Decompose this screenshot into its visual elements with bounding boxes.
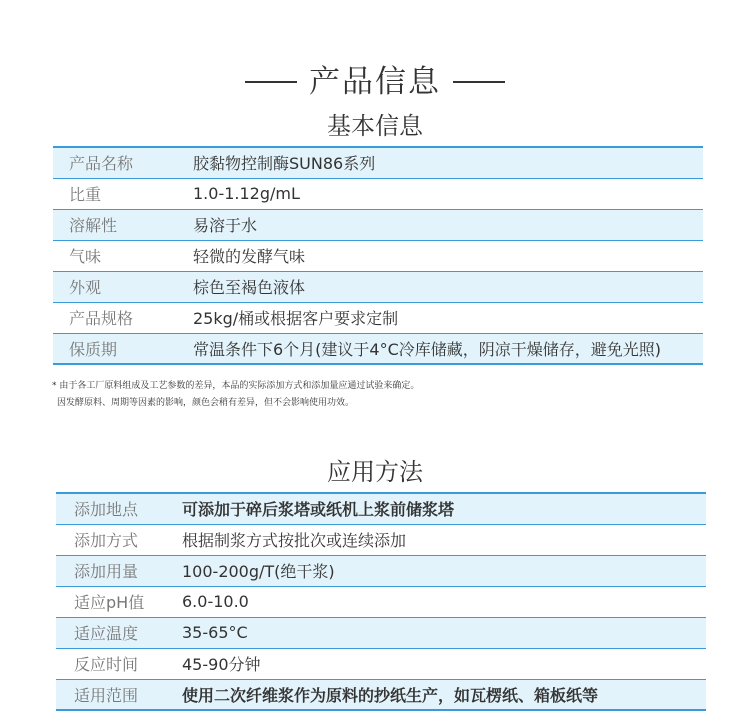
table-row [56,617,706,648]
row-value: 常温条件下6个月(建议于4°C冷库储藏，阴凉干燥储存，避免光照) [193,333,703,364]
row-value: 45-90分钟 [182,648,706,679]
title-dash-right [453,81,505,83]
table-row [53,302,703,333]
application-heading: 应用方法 [327,458,423,486]
row-value: 6.0-10.0 [182,586,706,617]
table-row [56,524,706,555]
table-row [56,648,706,679]
table-row [56,555,706,586]
footnote-2: 因发酵原料、周期等因素的影响，颜色会稍有差异，但不会影响使用功效。 [57,398,355,408]
basic-info-heading: 基本信息 [327,112,423,140]
table-row [53,333,703,364]
table-row [56,493,706,524]
row-label: 添加地点 [56,493,182,524]
title-dash-left [245,81,297,83]
table-row [53,209,703,240]
row-label: 产品名称 [53,147,193,178]
table-row [56,679,706,710]
page-title-text: 产品信息 [309,64,441,100]
basic-info-table [53,146,703,365]
footnote-1: * 由于各工厂原料组成及工艺参数的差异，本品的实际添加方式和添加量应通过试验来确定。 [52,381,420,391]
row-label: 反应时间 [56,648,182,679]
row-value: 根据制浆方式按批次或连续添加 [182,524,706,555]
row-value: 棕色至褐色液体 [193,271,703,302]
row-label: 添加方式 [56,524,182,555]
page-title [0,56,750,101]
table-row [53,178,703,209]
row-value: 胶黏物控制酶SUN86系列 [193,147,703,178]
row-label: 适应pH值 [56,586,182,617]
row-label: 产品规格 [53,302,193,333]
row-value: 可添加于碎后浆塔或纸机上浆前储浆塔 [182,493,706,524]
row-value: 35-65°C [182,617,706,648]
row-label: 气味 [53,240,193,271]
table-row [56,586,706,617]
row-label: 保质期 [53,333,193,364]
row-value: 轻微的发酵气味 [193,240,703,271]
row-label: 添加用量 [56,555,182,586]
row-value: 使用二次纤维浆作为原料的抄纸生产，如瓦楞纸、箱板纸等 [182,679,706,710]
row-value: 100-200g/T(绝干浆) [182,555,706,586]
row-value: 25kg/桶或根据客户要求定制 [193,302,703,333]
row-label: 外观 [53,271,193,302]
row-label: 溶解性 [53,209,193,240]
application-table [56,492,706,711]
table-row [53,271,703,302]
table-row [53,240,703,271]
row-label: 适应温度 [56,617,182,648]
row-value: 1.0-1.12g/mL [193,178,703,209]
table-row [53,147,703,178]
row-label: 适用范围 [56,679,182,710]
row-value: 易溶于水 [193,209,703,240]
row-label: 比重 [53,178,193,209]
